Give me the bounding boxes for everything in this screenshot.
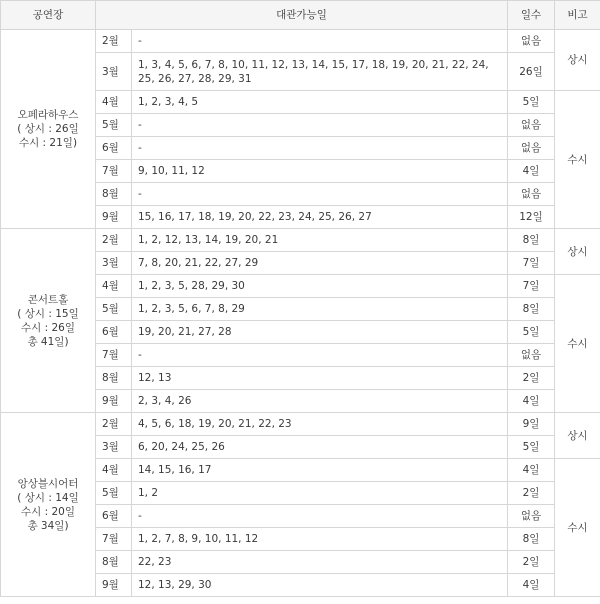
day-count-cell: 없음 bbox=[508, 183, 555, 206]
available-dates-cell: 1, 2, 3, 4, 5 bbox=[132, 91, 508, 114]
day-count-cell: 2일 bbox=[508, 367, 555, 390]
available-dates-cell: 19, 20, 21, 27, 28 bbox=[132, 321, 508, 344]
month-cell: 5월 bbox=[96, 114, 132, 137]
month-cell: 5월 bbox=[96, 298, 132, 321]
day-count-cell: 없음 bbox=[508, 137, 555, 160]
available-dates-cell: - bbox=[132, 114, 508, 137]
month-cell: 2월 bbox=[96, 30, 132, 53]
available-dates-cell: 9, 10, 11, 12 bbox=[132, 160, 508, 183]
available-dates-cell: 1, 2, 3, 5, 6, 7, 8, 29 bbox=[132, 298, 508, 321]
month-cell: 6월 bbox=[96, 137, 132, 160]
available-dates-cell: 15, 16, 17, 18, 19, 20, 22, 23, 24, 25, 26, 27 bbox=[132, 206, 508, 229]
header-row bbox=[1, 1, 600, 30]
available-dates-cell: 1, 2, 3, 5, 28, 29, 30 bbox=[132, 275, 508, 298]
day-count-cell: 7일 bbox=[508, 275, 555, 298]
available-dates-cell: 1, 2, 12, 13, 14, 19, 20, 21 bbox=[132, 229, 508, 252]
venue-name-line: 콘서트홀 bbox=[27, 293, 69, 306]
table-body bbox=[1, 30, 600, 597]
day-count-cell: 5일 bbox=[508, 321, 555, 344]
available-dates-cell: 22, 23 bbox=[132, 551, 508, 574]
venue-name-line: 총 41일) bbox=[27, 335, 69, 348]
header-dates: 대관가능일 bbox=[96, 1, 508, 30]
note-cell: 수시 bbox=[555, 459, 600, 597]
month-cell: 2월 bbox=[96, 413, 132, 436]
available-dates-cell: 12, 13, 29, 30 bbox=[132, 574, 508, 597]
month-cell: 8월 bbox=[96, 183, 132, 206]
day-count-cell: 7일 bbox=[508, 252, 555, 275]
venue-name-line: ( 상시 : 14일 bbox=[17, 491, 79, 504]
day-count-cell: 4일 bbox=[508, 160, 555, 183]
day-count-cell: 5일 bbox=[508, 91, 555, 114]
available-dates-cell: 14, 15, 16, 17 bbox=[132, 459, 508, 482]
day-count-cell: 26일 bbox=[508, 53, 555, 91]
day-count-cell: 8일 bbox=[508, 528, 555, 551]
venue-name-cell bbox=[1, 229, 96, 413]
note-cell: 상시 bbox=[555, 413, 600, 459]
note-cell: 상시 bbox=[555, 229, 600, 275]
venue-name-line: 앙상블시어터 bbox=[17, 477, 79, 490]
month-cell: 3월 bbox=[96, 436, 132, 459]
month-cell: 5월 bbox=[96, 482, 132, 505]
available-dates-cell: 6, 20, 24, 25, 26 bbox=[132, 436, 508, 459]
note-cell: 수시 bbox=[555, 91, 600, 229]
day-count-cell: 4일 bbox=[508, 390, 555, 413]
venue-name-cell bbox=[1, 413, 96, 597]
day-count-cell: 없음 bbox=[508, 30, 555, 53]
available-dates-cell: 7, 8, 20, 21, 22, 27, 29 bbox=[132, 252, 508, 275]
table-header bbox=[1, 1, 600, 30]
month-cell: 9월 bbox=[96, 390, 132, 413]
day-count-cell: 8일 bbox=[508, 229, 555, 252]
available-dates-cell: - bbox=[132, 137, 508, 160]
month-cell: 6월 bbox=[96, 321, 132, 344]
day-count-cell: 4일 bbox=[508, 574, 555, 597]
venue-name-cell bbox=[1, 30, 96, 229]
day-count-cell: 8일 bbox=[508, 298, 555, 321]
venue-name-line: 수시 : 20일 bbox=[20, 505, 75, 518]
day-count-cell: 2일 bbox=[508, 551, 555, 574]
venue-name-line: 총 34일) bbox=[27, 519, 69, 532]
note-cell: 상시 bbox=[555, 30, 600, 91]
day-count-cell: 없음 bbox=[508, 505, 555, 528]
available-dates-cell: - bbox=[132, 183, 508, 206]
venue-name-line: 수시 : 26일 bbox=[20, 321, 75, 334]
month-cell: 6월 bbox=[96, 505, 132, 528]
available-dates-cell: 1, 3, 4, 5, 6, 7, 8, 10, 11, 12, 13, 14, 15, 17, 18, 19, 20, 21, 22, 24, 25, 26, 27, 28, 29, 31 bbox=[132, 53, 508, 91]
day-count-cell: 12일 bbox=[508, 206, 555, 229]
venue-name-line: ( 상시 : 15일 bbox=[17, 307, 79, 320]
month-cell: 8월 bbox=[96, 367, 132, 390]
table-row bbox=[1, 30, 600, 53]
month-cell: 8월 bbox=[96, 551, 132, 574]
table-row bbox=[1, 413, 600, 436]
month-cell: 4월 bbox=[96, 459, 132, 482]
header-venue: 공연장 bbox=[1, 1, 96, 30]
day-count-cell: 5일 bbox=[508, 436, 555, 459]
note-cell: 수시 bbox=[555, 275, 600, 413]
venue-name-line: 수시 : 21일) bbox=[18, 137, 78, 149]
month-cell: 3월 bbox=[96, 53, 132, 91]
venue-name-line: 오페라하우스 bbox=[17, 109, 79, 121]
available-dates-cell: 1, 2, 7, 8, 9, 10, 11, 12 bbox=[132, 528, 508, 551]
venue-name-line: ( 상시 : 26일 bbox=[17, 123, 79, 135]
available-dates-cell: 4, 5, 6, 18, 19, 20, 21, 22, 23 bbox=[132, 413, 508, 436]
month-cell: 9월 bbox=[96, 574, 132, 597]
month-cell: 7월 bbox=[96, 160, 132, 183]
day-count-cell: 4일 bbox=[508, 459, 555, 482]
header-days: 일수 bbox=[508, 1, 555, 30]
available-dates-cell: - bbox=[132, 505, 508, 528]
month-cell: 3월 bbox=[96, 252, 132, 275]
day-count-cell: 없음 bbox=[508, 344, 555, 367]
day-count-cell: 2일 bbox=[508, 482, 555, 505]
month-cell: 9월 bbox=[96, 206, 132, 229]
month-cell: 7월 bbox=[96, 528, 132, 551]
available-dates-cell: 12, 13 bbox=[132, 367, 508, 390]
month-cell: 2월 bbox=[96, 229, 132, 252]
month-cell: 7월 bbox=[96, 344, 132, 367]
day-count-cell: 9일 bbox=[508, 413, 555, 436]
available-dates-cell: 2, 3, 4, 26 bbox=[132, 390, 508, 413]
available-dates-cell: - bbox=[132, 344, 508, 367]
table-row bbox=[1, 229, 600, 252]
available-dates-cell: - bbox=[132, 30, 508, 53]
day-count-cell: 없음 bbox=[508, 114, 555, 137]
month-cell: 4월 bbox=[96, 275, 132, 298]
header-note: 비고 bbox=[555, 1, 600, 30]
available-dates-cell: 1, 2 bbox=[132, 482, 508, 505]
month-cell: 4월 bbox=[96, 91, 132, 114]
